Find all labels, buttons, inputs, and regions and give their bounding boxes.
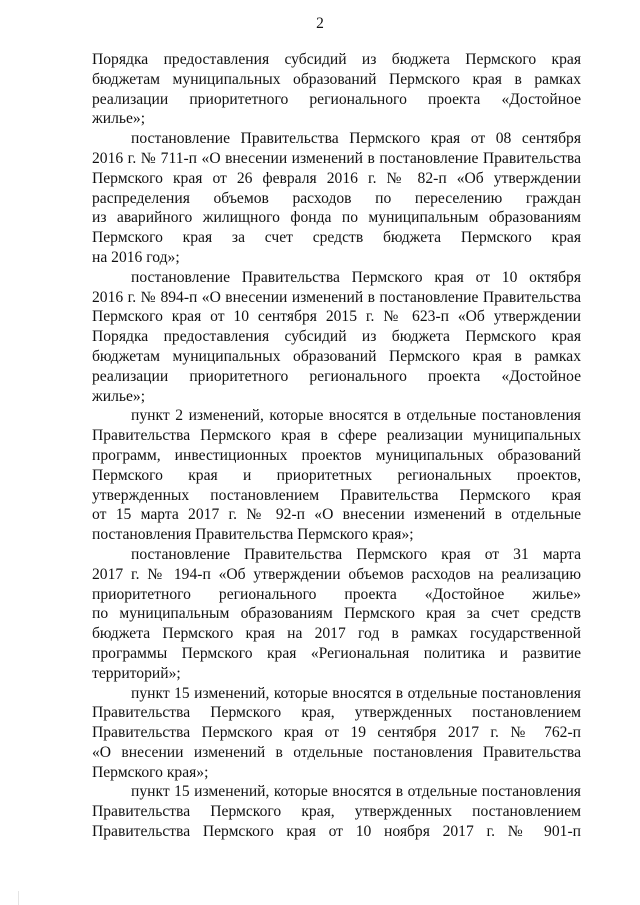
text-line: 2017 г. № 194-п «Об утверждении объемов расходов на реализацию [92,565,581,583]
paragraph [92,782,581,841]
paragraph [92,406,581,545]
text-line: Пермского края»; [92,763,209,781]
scan-edge-mark [0,891,19,905]
paragraph [92,684,581,783]
text-line: жилье»; [92,387,146,405]
text-line: от 15 марта 2017 г. № 92-п «О внесении изменений в отдельные [92,506,581,524]
page-number: 2 [316,15,324,32]
text-line: утвержденных постановлением Правительства Пермского края [92,486,581,504]
text-line: Правительства Пермского края, утвержденных постановлением [92,704,581,722]
text-line: «О внесении изменений в отдельные постановления Правительства [92,743,581,761]
text-line: 2016 г. № 711-п «О внесении изменений в постановление Правительства [92,149,581,167]
text-line: Правительства Пермского края в сфере реализации муниципальных [92,427,581,445]
text-line: из аварийного жилищного фонда по муниципальным образованиям [92,209,581,227]
text-line: реализации приоритетного регионального проекта «Достойное [92,367,581,385]
text-line: постановление Правительства Пермского края от 31 марта [131,545,581,563]
text-line: Правительства Пермского края от 10 ноября 2017 г. № 901-п [92,823,581,841]
text-line: программы Пермского края «Региональная политика и развитие [92,644,581,662]
text-line: Порядка предоставления субсидий из бюджета Пермского края [92,328,581,346]
text-line: бюджета Пермского края на 2017 год в рамках государственной [92,625,581,643]
text-line: постановление Правительства Пермского края от 08 сентября [131,130,581,148]
text-line: Пермского края от 10 сентября 2015 г. № 623-п «Об утверждении [92,308,581,326]
text-line: пункт 15 изменений, которые вносятся в отдельные постановления [131,684,581,702]
paragraph [92,129,581,268]
text-line: территорий»; [92,664,181,682]
text-line: реализации приоритетного регионального проекта «Достойное [92,90,581,108]
text-line: бюджетам муниципальных образований Пермского края в рамках [92,347,581,365]
paragraph [92,545,581,684]
text-line: жилье»; [92,110,146,128]
text-line: 2016 г. № 894-п «О внесении изменений в постановление Правительства [92,288,581,306]
paragraph [92,268,581,407]
text-line: распределения объемов расходов по переселению граждан [92,189,581,207]
text-line: Правительства Пермского края от 19 сентября 2017 г. № 762-п [92,724,581,742]
text-line: Пермского края и приоритетных региональных проектов, [92,466,581,484]
text-line: постановление Правительства Пермского края от 10 октября [131,268,581,286]
text-line: постановления Правительства Пермского края»; [92,526,414,544]
text-line: Порядка предоставления субсидий из бюджета Пермского края [92,51,581,68]
text-line: Правительства Пермского края, утвержденных постановлением [92,803,581,821]
text-line: Пермского края от 26 февраля 2016 г. № 82-п «Об утверждении [92,169,581,187]
text-line: бюджетам муниципальных образований Пермского края в рамках [92,70,581,88]
text-line: приоритетного регионального проекта «Достойное жилье» [92,585,581,603]
document-body [92,50,581,842]
text-line: по муниципальным образованиям Пермского края за счет средств [92,605,581,623]
paragraph [92,50,581,129]
text-line: на 2016 год»; [92,248,180,266]
text-line: пункт 15 изменений, которые вносятся в отдельные постановления [131,783,581,801]
text-line: пункт 2 изменений, которые вносятся в отдельные постановления [131,407,581,425]
text-line: программ, инвестиционных проектов муниципальных образований [92,446,581,464]
text-line: Пермского края за счет средств бюджета Пермского края [92,229,581,247]
